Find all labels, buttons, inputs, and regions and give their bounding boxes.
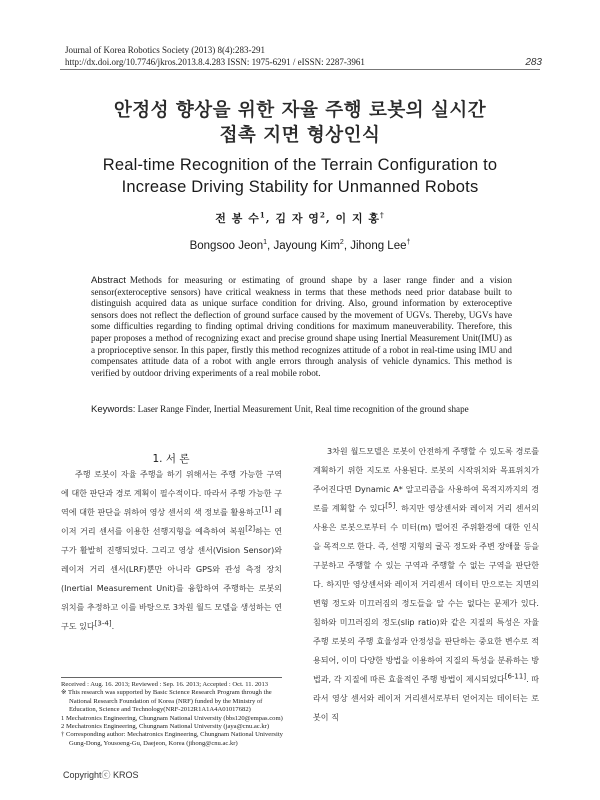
footnotes [61,681,286,748]
affiliation-2: 2 Mechatronics Engineering, Chungnam National University (jaya@cnu.ac.kr) [61,723,270,731]
keywords [91,403,521,416]
abstract-text: Methods for measuring or estimating of ground shape by a laser range finder and a vision sensor(exteroceptive sensors) have critical weakness in terms that these methods need prior database built to distinguish acquired data as unique surface condition for driving. Also, ground information by exteroceptive sensors does not reflect the deflection of ground surface caused by the movement of UGVs. Thereby, UGVs have some difficulties regarding to finding optimal driving conditions for maximum maneuverability. Therefore, this paper proposes a method of recognizing exact and precise ground shape using Inertial Measurement Unit(IMU) as a proprioceptive sensor. In this paper, firstly this method recognizes attitude of a robot in real-time using IMU and compensates attitude data of a robot with angle errors through analysis of vehicle dynamics. This method is verified by outdoor driving experiments of a real mobile robot. [91,275,512,378]
body-text: 하는 연구가 활발히 진행되었다. 그리고 영상 센서(Vision Sensor)와 레이저 거리 센서(LRF)뿐만 아니라 GPS와 관성 측정 장치(Inertial Measurement Unit)를 융합하여 주행하는 로봇의 위치를 추정하고 이를 바탕으로 3차원 월드 모델을 생성하는 연구도 있다 [61,527,282,631]
body-column-left [61,465,282,636]
abstract-label: Abstract [91,275,126,286]
english-author-1: Bongsoo Jeon [189,240,264,252]
abstract [91,275,512,379]
korean-title-line2: 접촉 지면 형상인식 [219,125,381,146]
corresponding-author: † Corresponding author: Mechatronics Engineering, Chungnam National University Gung-Dong, Yousoeng-Gu, Daejeon, Korea (jihong@cnu.ac.kr) [61,731,283,747]
korean-title-line1: 안정성 향상을 위한 자율 주행 로봇의 실시간 [113,100,487,121]
body-paragraph [313,442,539,727]
korean-author-3: 이 지 홍 [335,212,381,225]
korean-author-2: 김 자 영 [275,212,320,225]
body-text: 레이저 거리 센서를 이용한 선행지형을 예측하여 복원 [61,508,282,536]
received-dates: Received : Aug. 16. 2013; Reviewed : Sep. 16. 2013; Accepted : Oct. 11. 2013 [61,681,269,688]
body-text: . [111,622,115,631]
citation: [3-4] [94,619,112,628]
doi-issn-line[interactable]: http://dx.doi.org/10.7746/jkros.2013.8.4.283 ISSN: 1975-6291 / eISSN: 2287-3961 [65,57,365,67]
citation: [2] [245,524,256,533]
author-separator: , [265,212,276,225]
author-sup: 2 [339,239,344,247]
funding-note: ※ This research was supported by Basic Science Research Program through the National Research Foundation of Korea (NRF) funded by the Ministry of Education, Science and Technology(NRF-2012R1A1A4A01017682) [61,689,272,714]
body-text: 3차원 월드모델은 로봇이 안전하게 주행할 수 있도록 경로를 계획하기 위한 지도로 사용된다. 로봇의 시작위치와 목표위치가 주어진다면 Dynamic A* 알고리즘을 사용하여 목적지까지의 경로를 계획할 수 있다 [313,447,539,513]
author-sup: † [406,239,411,247]
citation: [6-11] [504,672,527,681]
english-title-line2: Increase Driving Stability for Unmanned Robots [121,178,479,196]
copyright: Copyrightⓒ KROS [63,770,139,780]
journal-header [65,44,540,68]
journal-citation: Journal of Korea Robotics Society (2013) 8(4):283-291 [65,45,265,55]
body-text: . 따라서 영상 센서와 레이저 거리센서로부터 얻어지는 데이터는 로봇이 직 [313,675,540,722]
author-sup: 1 [259,210,266,220]
body-column-right [313,442,539,727]
author-sup: 1 [263,239,268,247]
body-paragraph [61,465,282,636]
footnote-divider [61,677,282,678]
korean-authors [60,210,540,226]
keywords-text: Laser Range Finder, Inertial Measurement Unit, Real time recognition of the ground shape [137,404,469,414]
keywords-label: Keywords: [91,404,136,415]
english-author-3: Jihong Lee [350,240,407,252]
author-sup: † [380,210,385,220]
korean-author-1: 전 봉 수 [215,212,260,225]
author-separator: , [325,212,336,225]
section-heading-introduction: 1. 서 론 [152,453,190,465]
body-text: . 하지만 영상센서와 레이저 거리 센서의 사용은 로봇으로부터 수 미터(m) 떨어진 주위환경에 대한 인식을 목적으로 한다. 즉, 선행 지형의 굴곡 정도와 주변 장애물 등을 구분하고 주행할 수 있는 구역과 주행할 수 없는 구역을 판단한다. 하지만 영상센서와 레이저 거리센서 데이터 만으로는 지면의 변형 정도와 미끄러짐의 정도들을 알 수는 없다는 문제가 있다. 침하와 미끄러짐의 정도(slip ratio)와 같은 지질의 특성은 자율 주행 로봇의 주행 효율성과 안정성을 판단하는 중요한 변수로 적용되어, 이미 다양한 방법을 이용하여 지질의 특성을 분류하는 방법과, 각 지질에 따른 효율적인 주행 방법이 제시되었다 [313,504,539,684]
affiliation-1: 1 Mechatronics Engineering, Chungnam National University (bbs120@empas.com) [61,714,283,722]
english-author-2: Jayoung Kim [273,240,340,252]
english-authors [60,240,540,252]
author-separator: , [343,240,351,252]
body-text: 주행 로봇이 자율 주행을 하기 위해서는 주행 가능한 구역에 대한 판단과 경로 계획이 필수적이다. 따라서 주행 가능한 구역에 대한 판단을 위하여 영상 센서의 색 정보를 활용하고 [61,470,282,517]
page-number: 283 [525,57,542,68]
citation: [1] [261,505,272,514]
header-divider [60,69,540,70]
citation: [5] [385,501,396,510]
author-separator: , [267,240,274,252]
author-sup: 2 [319,210,326,220]
english-title-line1: Real-time Recognition of the Terrain Configuration to [102,156,498,174]
